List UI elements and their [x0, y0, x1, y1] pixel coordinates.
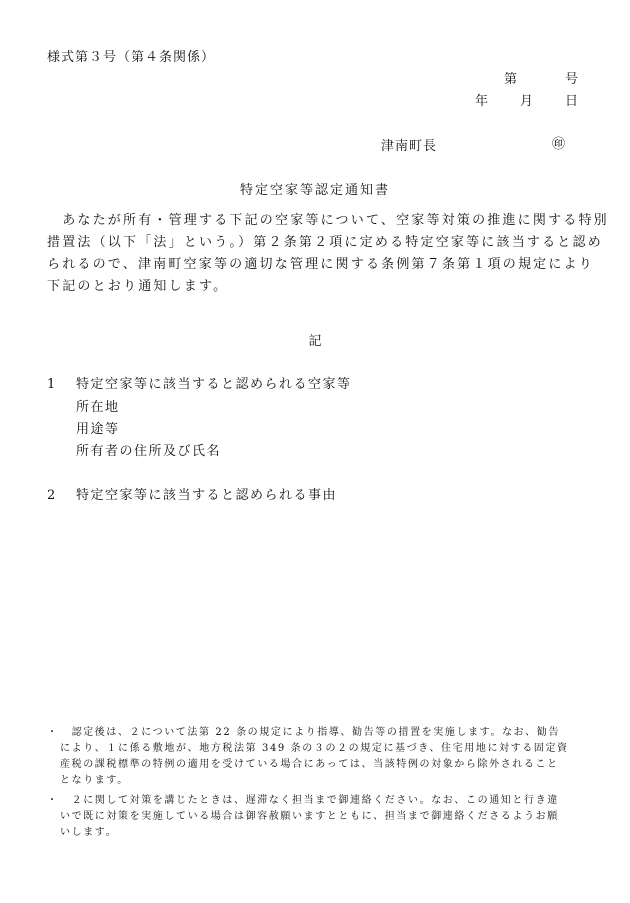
- issuer-name: 津南町長: [381, 139, 438, 154]
- doc-number-prefix: 第: [503, 72, 517, 87]
- item-number: 2: [47, 488, 57, 503]
- document-title: 特定空家等認定通知書: [239, 183, 390, 198]
- subitem-owner: 所有者の住所及び氏名: [76, 444, 222, 459]
- note-line: となります。: [60, 775, 129, 786]
- note-line: 認定後は、２について法第 22 条の規定により指導、勧告等の措置を実施します。なお、勧告: [60, 727, 561, 738]
- issue-date: [475, 94, 578, 110]
- document-number: [504, 72, 578, 88]
- item-heading: 特定空家等に該当すると認められる空家等: [76, 377, 352, 392]
- note-text: [60, 725, 592, 789]
- note-bullet: ・: [47, 727, 57, 738]
- date-year: 年: [474, 94, 488, 109]
- note-bullet: ・: [47, 795, 57, 806]
- subitem-usage: 用途等: [76, 422, 120, 437]
- date-month: 月: [519, 94, 533, 109]
- date-day: 日: [564, 94, 578, 109]
- form-number: 様式第３号（第４条関係）: [47, 50, 216, 65]
- item-heading: 特定空家等に該当すると認められる事由: [76, 488, 338, 503]
- item-1: [47, 377, 352, 393]
- item-2: [47, 488, 337, 504]
- note-line: 産税の課税標準の特例の適用を受けている場合にあっては、当該特例の対象から除外されること: [60, 759, 559, 770]
- body-line: 措置法（以下「法」という。）第２条第２項に定める特定空家等に該当すると認め: [47, 235, 603, 250]
- body-paragraph: [47, 210, 609, 298]
- seal-char: ㊞: [552, 137, 566, 152]
- subitem-location: 所在地: [76, 400, 120, 415]
- note-text: [60, 793, 592, 841]
- body-line: られるので、津南町空家等の適切な管理に関する条例第７条第１項の規定により: [47, 257, 594, 272]
- body-line: あなたが所有・管理する下記の空家等について、空家等対策の推進に関する特別: [47, 213, 609, 228]
- note-line: いします。: [60, 827, 118, 838]
- note-1: [47, 725, 592, 789]
- ki-heading: 記: [308, 334, 322, 349]
- item-number: 1: [47, 377, 57, 392]
- doc-number-suffix: 号: [564, 72, 578, 87]
- body-line: 下記のとおり通知します。: [47, 279, 229, 294]
- seal-mark: [552, 138, 565, 151]
- note-2: [47, 793, 592, 841]
- note-line: ２に関して対策を講じたときは、遅滞なく担当まで御連絡ください。なお、この通知と行き違: [60, 795, 559, 806]
- note-line: いで既に対策を実施している場合は御容赦願いますとともに、担当まで御連絡くださるようお願: [60, 811, 559, 822]
- note-line: により、１に係る敷地が、地方税法第 349 条の３の２の規定に基づき、住宅用地に対する固定資: [60, 743, 569, 754]
